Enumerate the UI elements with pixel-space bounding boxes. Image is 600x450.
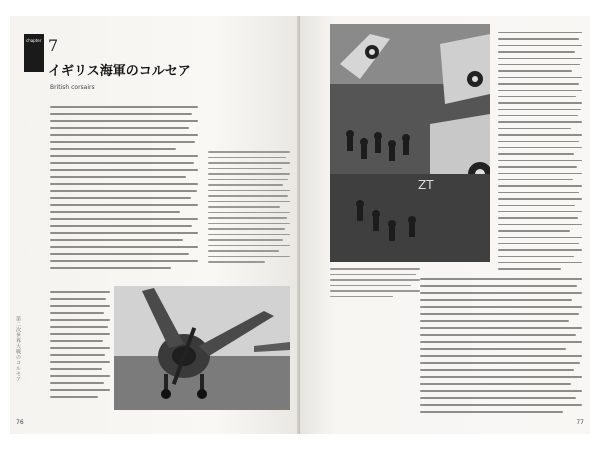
- carrier-deck-photo-icon: [330, 24, 490, 262]
- right-page: [300, 16, 590, 434]
- right-photo: [330, 24, 490, 262]
- chapter-tag: chapter: [26, 38, 42, 43]
- left-page: [10, 16, 300, 434]
- corsair-photo-icon: [114, 286, 290, 410]
- chapter-title: イギリス海軍のコルセア: [48, 64, 191, 79]
- chapter-number: 7: [48, 36, 59, 55]
- right-column-text: [498, 32, 582, 270]
- book-spread: [10, 16, 590, 434]
- left-side-caption: [208, 151, 290, 283]
- left-photo: [114, 286, 290, 410]
- left-body-text: [50, 106, 198, 281]
- right-photo-caption: [330, 268, 420, 308]
- right-page-number: 77: [576, 419, 584, 426]
- running-head: 第二次世界大戦のコルセア: [15, 316, 21, 382]
- left-page-number: 76: [16, 419, 24, 426]
- left-lower-text: [50, 291, 110, 411]
- svg-text:ZT: ZT: [418, 178, 434, 192]
- right-bottom-text: [420, 278, 582, 414]
- chapter-subtitle: British corsairs: [50, 84, 95, 91]
